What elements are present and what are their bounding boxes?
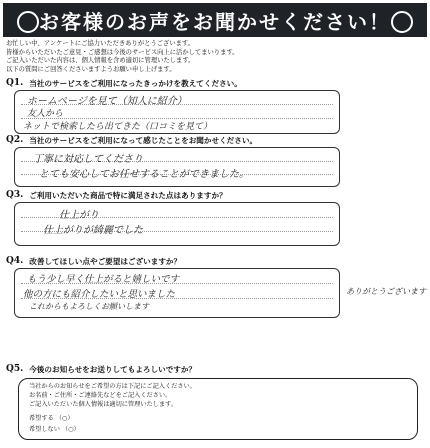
question-text: 当社のサービスをご利用になって感じたことをお聞かせください。 <box>29 136 258 145</box>
question-number: Q4. <box>6 256 24 266</box>
question-title-4 <box>6 256 181 267</box>
handwritten-answer: ネットで検索したら出てきた（口コミを見て） <box>23 122 213 132</box>
option-label: 希望する <box>29 415 54 422</box>
answer-box-4[interactable] <box>14 268 340 318</box>
header-banner <box>3 3 427 37</box>
answer-box-1[interactable] <box>14 90 340 134</box>
option-mark: ○ <box>61 415 68 422</box>
option-mark: ○ <box>68 426 74 433</box>
handwritten-answer: もう少し早く仕上がると嬉しいです <box>27 274 180 285</box>
intro-line: お忙しい中、アンケートにご協力いただきありがとうございます。 <box>6 40 195 47</box>
question-text: 当社のサービスをご利用になったきっかけを教えてください。 <box>29 79 242 88</box>
intro-line: 以下の質問にご回答くださいますようお願い申し上げます。 <box>6 65 176 73</box>
consent-box <box>18 378 418 440</box>
question-number: Q3. <box>6 190 24 200</box>
answer-box-2[interactable] <box>14 147 340 187</box>
question-text: 今後のお知らせをお送りしてもよろしいですか？ <box>29 365 197 374</box>
consent-text: 当社からのお知らせをご希望の方は下記にご記入ください。 <box>29 383 196 390</box>
intro-line: 皆様からいただいたご意見・ご感想は今後のサービス向上に活かしてまいります。 <box>6 48 239 56</box>
option-not-want[interactable]: 希望しない （○） <box>29 426 80 433</box>
handwritten-answer: 友人から <box>27 109 64 119</box>
consent-text: ご記入いただいた個人情報は適切に管理いたします。 <box>29 401 178 408</box>
question-title-2 <box>6 135 257 146</box>
question-title-1 <box>6 78 242 89</box>
handwritten-answer: とても安心してお任せすることができました。 <box>39 169 249 180</box>
handwritten-answer: 仕上がり <box>59 210 99 221</box>
handwritten-margin-note: ありがとうございます <box>346 287 426 296</box>
flower-decoration-icon <box>17 11 39 33</box>
intro-line: ご記入いただいた内容は、個人情報を含め適切に管理いたします。 <box>6 57 195 65</box>
answer-box-3[interactable] <box>14 202 340 246</box>
question-number: Q5. <box>6 364 24 374</box>
handwritten-answer: 他の方にも紹介したいと思いました <box>23 289 176 300</box>
question-text: 改善してほしい点やご要望はございますか？ <box>29 257 182 266</box>
option-label: 希望しない <box>29 426 60 433</box>
option-want[interactable]: 希望する （○） <box>29 415 74 422</box>
handwritten-answer: ホームページを見て（知人に紹介） <box>27 96 187 107</box>
question-title-5 <box>6 364 196 375</box>
intro-text <box>6 40 422 74</box>
question-title-3 <box>6 190 227 201</box>
banner-title: お客様のお声をお聞かせください！ <box>39 9 391 34</box>
handwritten-answer: 仕上がりが綺麗でした <box>43 225 143 236</box>
handwritten-answer: 丁寧に対応してくださり <box>33 154 143 165</box>
question-text: ご利用いただいた商品で特に満足された点はありますか？ <box>29 191 227 200</box>
question-number: Q1. <box>6 78 24 88</box>
consent-text: お名前・ご住所・ご連絡先などをご記入ください。 <box>29 392 172 399</box>
question-number: Q2. <box>6 135 24 145</box>
flower-decoration-icon <box>391 11 413 33</box>
handwritten-answer: これからもよろしくお願いします <box>29 302 149 311</box>
